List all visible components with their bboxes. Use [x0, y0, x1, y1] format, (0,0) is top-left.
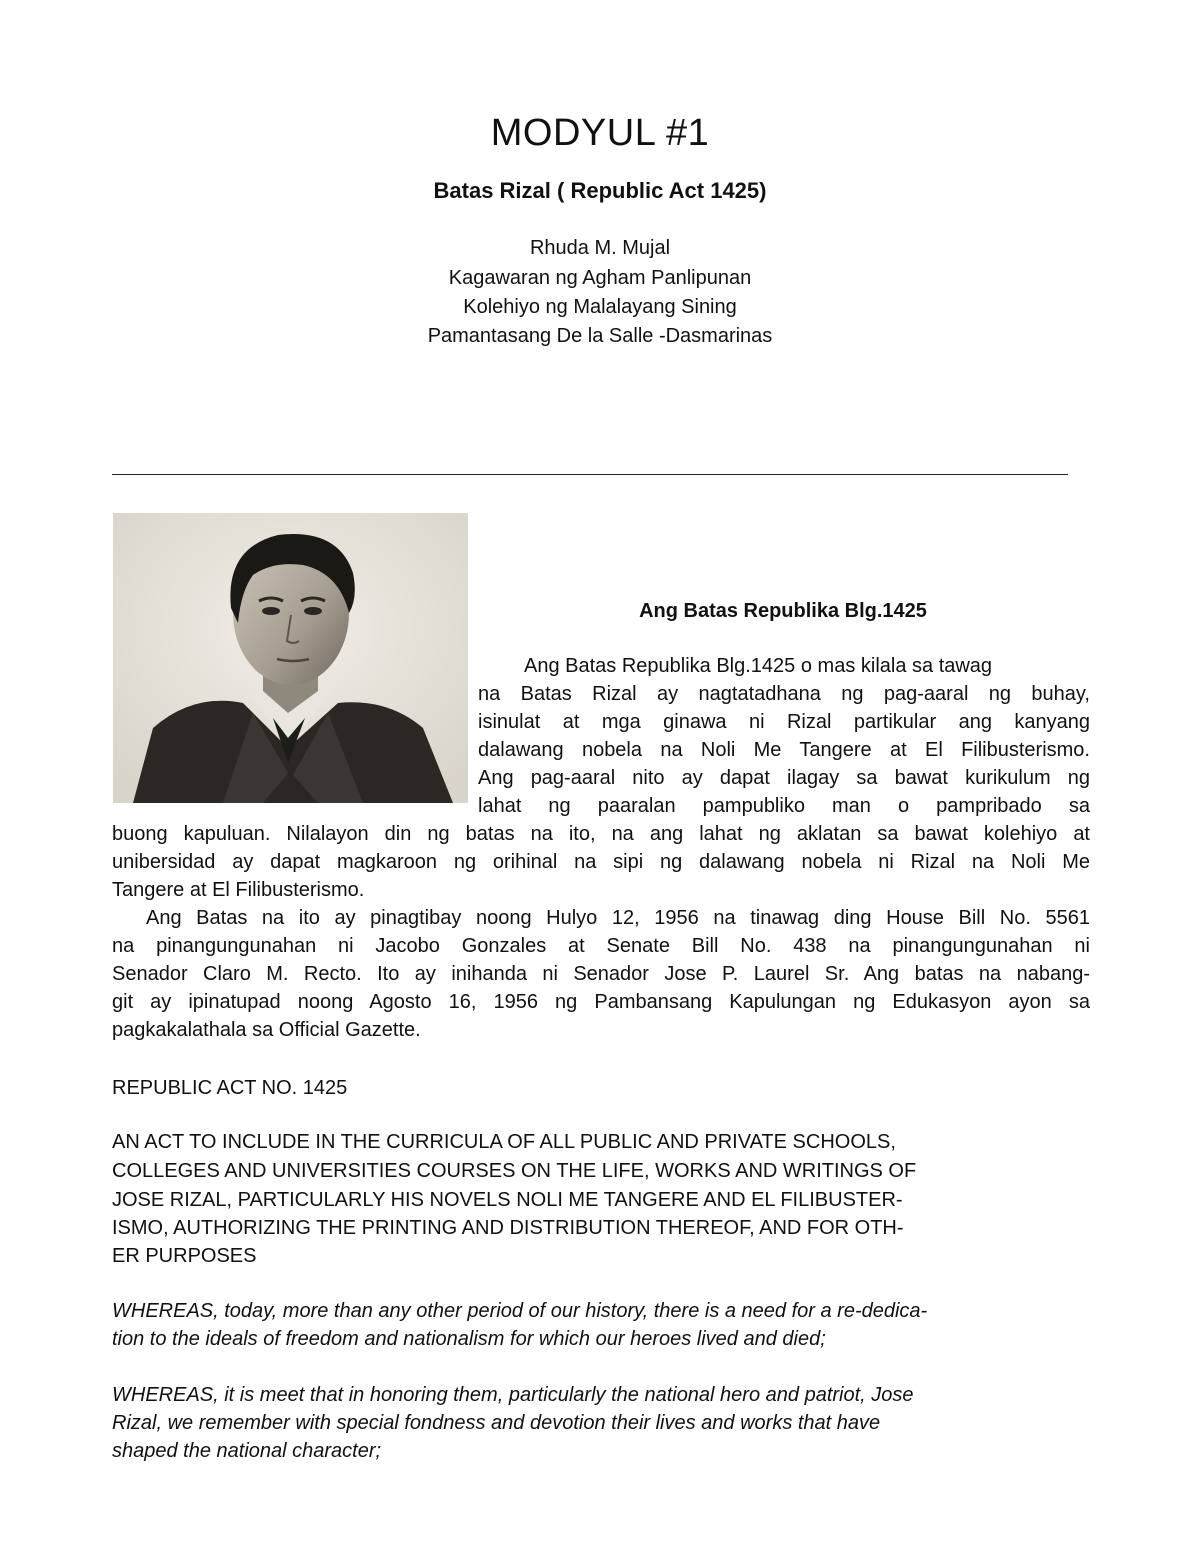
author-university: Pamantasang De la Salle -Dasmarinas	[427, 325, 773, 347]
act-title-line: AN ACT TO INCLUDE IN THE CURRICULA OF ALL PUBLIC AND PRIVATE SCHOOLS,	[112, 1131, 896, 1153]
paragraph-line: unibersidad ay dapat magkaroon ng orihinal na sipi ng dalawang nobela ni Rizal na Noli Me	[112, 851, 1090, 873]
paragraph-line: isinulat at mga ginawa ni Rizal partikular ang kanyang	[478, 711, 1090, 733]
paragraph-line: lahat ng paaralan pampubliko man o pampribado sa	[478, 795, 1090, 817]
module-subtitle: Batas Rizal ( Republic Act 1425)	[433, 178, 767, 203]
whereas-clause-line: shaped the national character;	[112, 1440, 382, 1462]
paragraph-line: dalawang nobela na Noli Me Tangere at El Filibusterismo.	[478, 739, 1090, 761]
paragraph-line: git ay ipinatupad noong Agosto 16, 1956 ng Pambansang Kapulungan ng Edukasyon ayon sa	[112, 991, 1090, 1013]
portrait-image	[113, 513, 468, 803]
paragraph-line: na Batas Rizal ay nagtatadhana ng pag-aaral ng buhay,	[478, 683, 1090, 705]
paragraph-line: Ang Batas Republika Blg.1425 o mas kilala sa tawag	[524, 655, 993, 677]
act-title-line: JOSE RIZAL, PARTICULARLY HIS NOVELS NOLI ME TANGERE AND EL FILIBUSTER-	[112, 1189, 903, 1211]
module-title: MODYUL #1	[490, 112, 710, 154]
act-title-line: COLLEGES AND UNIVERSITIES COURSES ON THE LIFE, WORKS AND WRITINGS OF	[112, 1160, 917, 1182]
author-name: Rhuda M. Mujal	[529, 237, 671, 259]
paragraph-line: Senador Claro M. Recto. Ito ay inihanda ni Senador Jose P. Laurel Sr. Ang batas na nabang-	[112, 963, 1090, 985]
whereas-clause-line: WHEREAS, it is meet that in honoring them, particularly the national hero and patriot, Jose	[112, 1384, 914, 1406]
whereas-clause-line: tion to the ideals of freedom and nationalism for which our heroes lived and died;	[112, 1328, 826, 1350]
author-college: Kolehiyo ng Malalayang Sining	[463, 296, 737, 318]
paragraph-line: pagkakalathala sa Official Gazette.	[112, 1019, 421, 1041]
whereas-clause-line: Rizal, we remember with special fondness and devotion their lives and works that have	[112, 1412, 881, 1434]
whereas-clause-line: WHEREAS, today, more than any other period of our history, there is a need for a re-dedica-	[112, 1300, 928, 1322]
paragraph-line: na pinangungunahan ni Jacobo Gonzales at Senate Bill No. 438 na pinangungunahan ni	[112, 935, 1090, 957]
act-title-line: ISMO, AUTHORIZING THE PRINTING AND DISTRIBUTION THEREOF, AND FOR OTH-	[112, 1217, 904, 1239]
paragraph-line: Ang Batas na ito ay pinagtibay noong Hulyo 12, 1956 na tinawag ding House Bill No. 5561	[146, 907, 1090, 929]
horizontal-divider	[112, 474, 1068, 475]
author-department: Kagawaran ng Agham Panlipunan	[448, 267, 752, 289]
act-title-line: ER PURPOSES	[112, 1245, 257, 1267]
paragraph-line: Tangere at El Filibusterismo.	[112, 879, 365, 901]
section-heading: Ang Batas Republika Blg.1425	[639, 600, 927, 622]
paragraph-line: Ang pag-aaral nito ay dapat ilagay sa bawat kurikulum ng	[478, 767, 1090, 789]
paragraph-line: buong kapuluan. Nilalayon din ng batas na ito, na ang lahat ng aklatan sa bawat kolehiyo at	[112, 823, 1090, 845]
act-number: REPUBLIC ACT NO. 1425	[112, 1077, 348, 1099]
